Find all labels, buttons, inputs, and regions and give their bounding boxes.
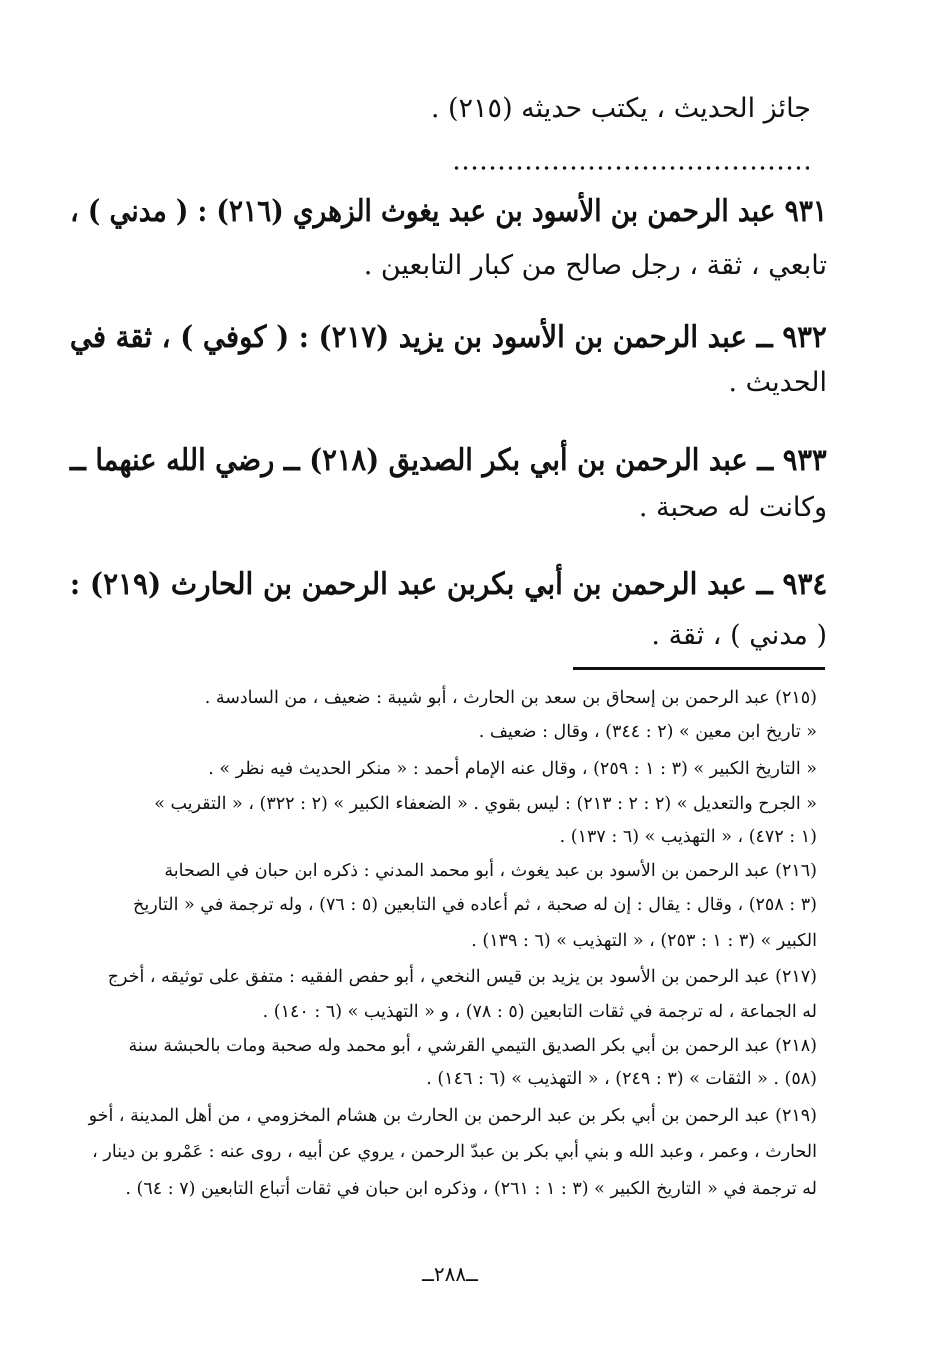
footnote-line: له الجماعة ، له ترجمة في ثقات التابعين (٥ : ٧٨) ، و « التهذيب » (٦ : ١٤٠) . [262,1002,817,1022]
entry-933-heading: ٩٣٣ ــ عبد الرحمن بن أبي بكر الصديق (٢١٨) ــ رضي الله عنهما ــ [70,443,827,478]
footnote-line: (٢١٥) عبد الرحمن بن إسحاق بن سعد بن الحارث ، أبو شيبة : ضعيف ، من السادسة . [204,688,817,708]
footnote-line: له ترجمة في « التاريخ الكبير » (٣ : ١ : ٢٦١) ، وذكره ابن حبان في ثقات أتباع التابعين (٧ : ٦٤) . [125,1179,817,1199]
footnote-line: الحارث ، وعمر ، وعبد الله و بني أبي بكر بن عبدّ الرحمن ، يروي عن أبيه ، روى عنه : عَمْرو بن دينار ، [92,1142,817,1162]
page-number: ــ٢٨٨ــ [422,1262,478,1286]
footnote-line: « الجرح والتعديل » (٢ : ٢ : ٢١٣) : ليس بقوي . « الضعفاء الكبير » (٢ : ٣٢٢) ، « التقريب » [154,794,817,814]
entry-932-heading: ٩٣٢ ــ عبد الرحمن بن الأسود بن يزيد (٢١٧) : ( كوفي ) ، ثقة في [70,320,827,355]
footnote-line: (٢١٧) عبد الرحمن بن الأسود بن يزيد بن قيس النخعي ، أبو حفص الفقيه : متفق على توثيقه ، أخرج [107,967,817,987]
dotted-separator [452,160,809,174]
footnote-line: (١ : ٤٧٢) ، « التهذيب » (٦ : ١٣٧) . [559,827,817,847]
footnote-line: (٢١٦) عبد الرحمن بن الأسود بن عبد يغوث ، أبو محمد المدني : ذكره ابن حبان في الصحابة [164,861,817,881]
entry-933-text: وكانت له صحبة . [638,492,827,523]
footnote-line: (٢١٨) عبد الرحمن بن أبي بكر الصديق التيمي القرشي ، أبو محمد وله صحبة ومات بالحبشة سنة [128,1036,817,1056]
entry-934-text: ( مدني ) ، ثقة . [651,620,827,651]
entry-932-text: الحديث . [728,367,827,398]
entry-931-heading: ٩٣١ عبد الرحمن بن الأسود بن عبد يغوث الزهري (٢١٦) : ( مدني ) ، [70,194,827,229]
footnote-line: (٢١٩) عبد الرحمن بن أبي بكر بن عبد الرحمن بن الحارث بن هشام المخزومي ، من أهل المدينة ، أخو [88,1106,817,1126]
footnote-line: الكبير » (٣ : ١ : ٢٥٣) ، « التهذيب » (٦ : ١٣٩) . [471,931,817,951]
footnote-line: « تاريخ ابن معين » (٢ : ٣٤٤) ، وقال : ضعيف . [478,722,817,742]
footnote-line: (٥٨) . « الثقات » (٣ : ٢٤٩) ، « التهذيب » (٦ : ١٤٦) . [426,1069,817,1089]
entry-931-text: تابعي ، ثقة ، رجل صالح من كبار التابعين . [363,250,827,281]
entry-934-heading: ٩٣٤ ــ عبد الرحمن بن أبي بكربن عبد الرحمن بن الحارث (٢١٩) : [69,567,827,602]
continuation-line: جائز الحديث ، يكتب حديثه (٢١٥) . [430,93,811,124]
footnote-line: « التاريخ الكبير » (٣ : ١ : ٢٥٩) ، وقال عنه الإمام أحمد : « منكر الحديث فيه نظر » . [208,759,817,779]
footnote-divider [573,667,825,670]
footnote-line: (٣ : ٢٥٨) ، وقال : يقال : إن له صحبة ، ثم أعاده في التابعين (٥ : ٧٦) ، وله ترجمة في « التاريخ [133,895,817,915]
